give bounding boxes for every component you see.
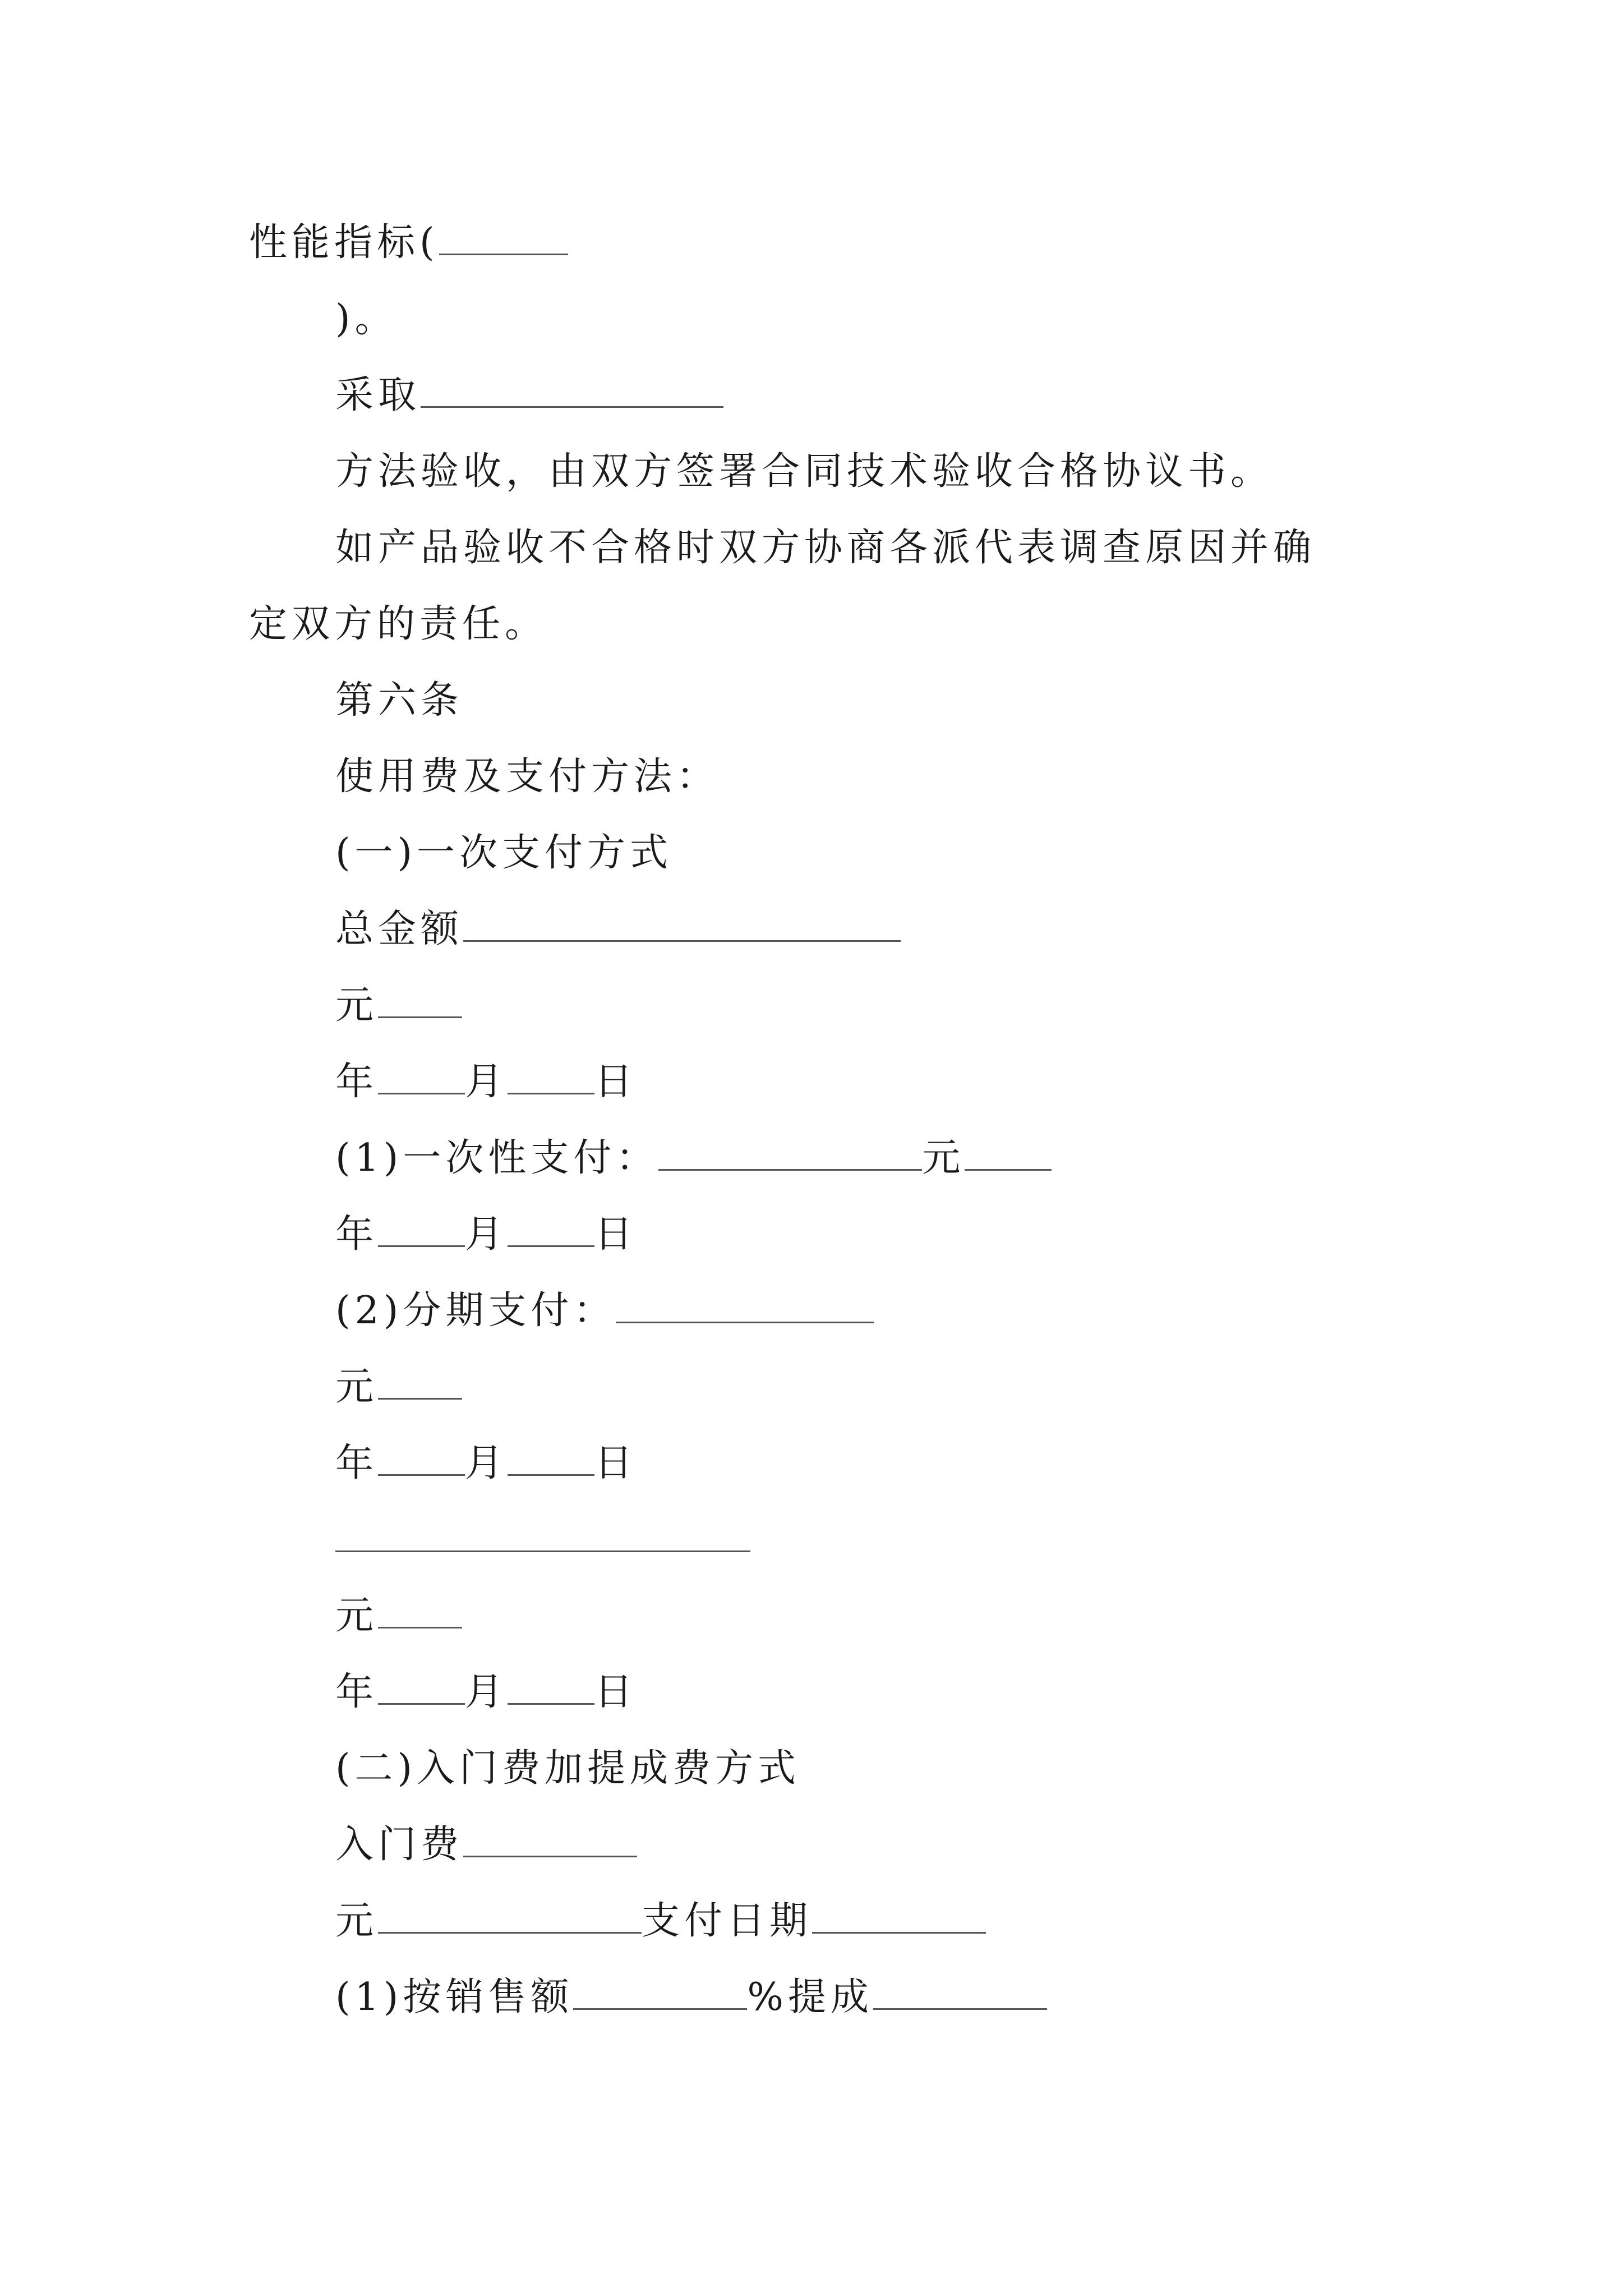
blank-field[interactable] — [616, 1288, 874, 1323]
sales-royalty-line: (1)按销售额 %提成 — [335, 1972, 1047, 2023]
date-line: 年 月 日 — [335, 1441, 638, 1485]
blank-field[interactable] — [378, 1669, 465, 1705]
entry-fee-royalty-heading: (二)入门费加提成费方式 — [335, 1746, 801, 1791]
blank-field[interactable] — [812, 1898, 986, 1934]
amount-blank-line — [335, 1515, 750, 1565]
date-line: 年 月 日 — [335, 1670, 638, 1714]
blank-field[interactable] — [508, 1059, 594, 1094]
blank-field[interactable] — [378, 1593, 462, 1628]
adopt-method-line: 采取 — [335, 370, 723, 421]
installment-payment-line: (2)分期支付： — [335, 1286, 874, 1336]
yuan-line: 元 — [335, 1591, 462, 1641]
blank-field[interactable] — [463, 1822, 637, 1857]
blank-field[interactable] — [335, 1517, 750, 1552]
one-time-payment-line: (1)一次性支付： 元 — [335, 1133, 1052, 1184]
blank-field[interactable] — [965, 1135, 1052, 1171]
blank-field[interactable] — [508, 1441, 594, 1476]
entry-fee-line: 入门费 — [335, 1820, 637, 1870]
unqualified-clause-text: 如产品验收不合格时双方协商各派代表调查原因并确 — [335, 526, 1316, 570]
blank-field[interactable] — [378, 983, 462, 1018]
blank-field[interactable] — [378, 1364, 462, 1400]
close-paren-line: )。 — [335, 297, 398, 341]
date-line: 年 月 日 — [335, 1212, 638, 1257]
article-six-heading: 第六条 — [335, 678, 464, 723]
blank-field[interactable] — [508, 1669, 594, 1705]
blank-field[interactable] — [658, 1135, 922, 1171]
performance-index-line: 性能指标( — [249, 218, 568, 268]
blank-field[interactable] — [378, 1441, 465, 1476]
blank-field[interactable] — [421, 372, 723, 408]
fee-payment-heading: 使用费及支付方法： — [335, 754, 720, 799]
blank-field[interactable] — [463, 907, 901, 942]
blank-field[interactable] — [873, 1975, 1047, 2010]
yuan-line: 元 — [335, 1362, 462, 1412]
blank-field[interactable] — [508, 1212, 594, 1247]
blank-field[interactable] — [378, 1898, 642, 1934]
acceptance-method-text: 方法验收，由双方签署合同技术验收合格协议书。 — [335, 449, 1274, 494]
responsibility-text: 定双方的责任。 — [249, 602, 548, 646]
blank-field[interactable] — [378, 1212, 465, 1247]
blank-field[interactable] — [573, 1975, 747, 2010]
yuan-line: 元 — [335, 981, 462, 1031]
blank-field[interactable] — [439, 220, 568, 255]
lump-sum-heading: (一)一次支付方式 — [335, 831, 673, 875]
total-amount-line: 总金额 — [335, 904, 901, 955]
blank-field[interactable] — [378, 1059, 465, 1094]
date-line: 年 月 日 — [335, 1060, 638, 1104]
yuan-pay-date-line: 元 支付日期 — [335, 1896, 986, 1947]
